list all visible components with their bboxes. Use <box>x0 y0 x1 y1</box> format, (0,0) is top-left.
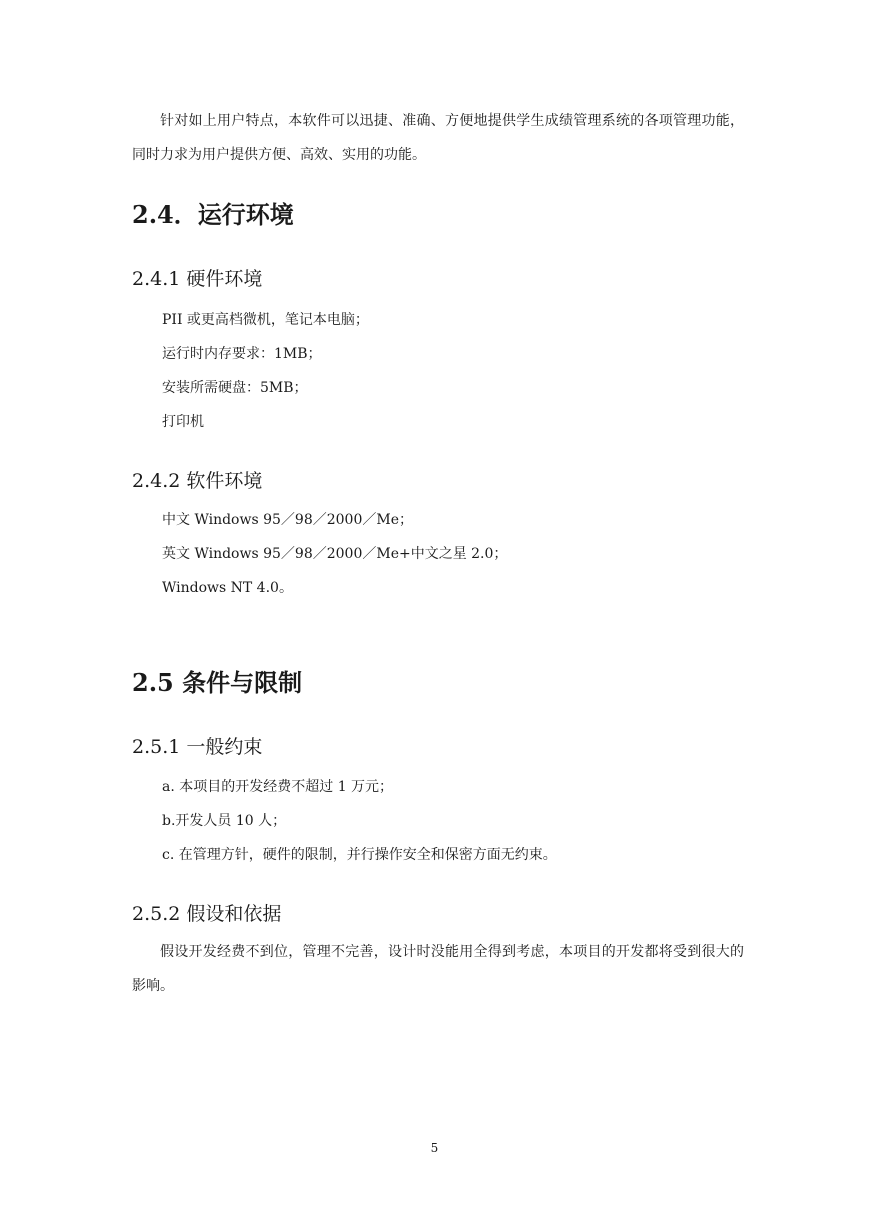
software-item: Windows NT 4.0。 <box>162 580 293 596</box>
section-heading-2-5: 2.5 条件与限制 <box>132 668 303 697</box>
assumptions-paragraph: 假设开发经费不到位，管理不完善，设计时没能用全得到考虑，本项目的开发都将受到很大的影响。 <box>132 944 744 994</box>
constraint-item: a. 本项目的开发经费不超过 1 万元； <box>162 779 394 795</box>
page-number: 5 <box>430 1141 439 1155</box>
subsection-heading-2-4-2: 2.4.2 软件环境 <box>132 470 263 492</box>
software-item: 英文 Windows 95／98／2000／Me+中文之星 2.0； <box>162 546 508 562</box>
hardware-item: 运行时内存要求：1MB； <box>162 346 322 362</box>
software-item: 中文 Windows 95／98／2000／Me； <box>162 512 413 528</box>
hardware-item: 打印机 <box>162 414 204 430</box>
subsection-heading-2-5-2: 2.5.2 假设和依据 <box>132 903 282 925</box>
hardware-item: PII 或更高档微机，笔记本电脑； <box>162 312 369 328</box>
constraint-item: b.开发人员 10 人； <box>162 813 287 829</box>
subsection-heading-2-4-1: 2.4.1 硬件环境 <box>132 268 263 290</box>
subsection-heading-2-5-1: 2.5.1 一般约束 <box>132 736 263 758</box>
intro-paragraph: 针对如上用户特点，本软件可以迅捷、准确、方便地提供学生成绩管理系统的各项管理功能，同时力求为用户提供方便、高效、实用的功能。 <box>132 113 744 163</box>
constraint-item: c. 在管理方针，硬件的限制，并行操作安全和保密方面无约束。 <box>162 847 557 863</box>
hardware-item: 安装所需硬盘：5MB； <box>162 380 308 396</box>
section-heading-2-4: 2.4．运行环境 <box>132 200 294 229</box>
